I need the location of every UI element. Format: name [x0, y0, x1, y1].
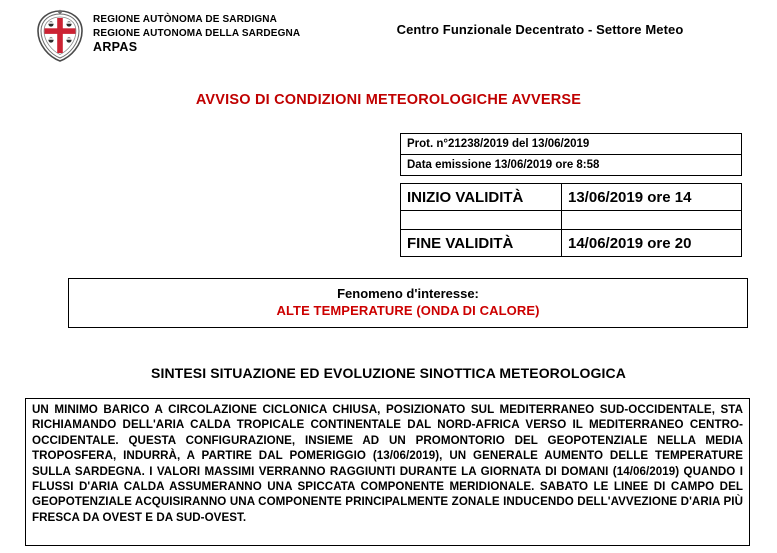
synthesis-heading: SINTESI SITUAZIONE ED EVOLUZIONE SINOTTICA METEOROLOGICA: [151, 365, 626, 381]
validity-empty-value: [562, 211, 742, 230]
org-acronym-arpas: ARPAS: [93, 40, 138, 54]
org-name-italian: REGIONE AUTONOMA DELLA SARDEGNA: [93, 27, 301, 39]
synthesis-box: [25, 398, 750, 546]
issue-date-cell: Data emissione 13/06/2019 ore 8:58: [401, 155, 742, 176]
org-name-sardinian: REGIONE AUTÒNOMA DE SARDIGNA: [93, 14, 278, 25]
table-row: [401, 184, 742, 211]
page-title: AVVISO DI CONDIZIONI METEOROLOGICHE AVVERSE: [195, 92, 582, 108]
sardinia-coat-of-arms-icon: [33, 9, 87, 63]
validity-table: [400, 183, 742, 257]
phenomenon-value: ALTE TEMPERATURE (ONDA DI CALORE): [276, 303, 540, 318]
protocol-table: [400, 133, 742, 176]
table-row: [401, 230, 742, 257]
organisation-name-block: [93, 13, 300, 55]
validity-empty-label: [401, 211, 562, 230]
table-row: [401, 155, 742, 176]
centre-title: Centro Funzionale Decentrato - Settore Meteo: [396, 22, 684, 37]
validity-start-label: INIZIO VALIDITÀ: [401, 184, 562, 211]
phenomenon-label: Fenomeno d'interesse:: [337, 286, 479, 301]
phenomenon-box: [68, 278, 748, 328]
document-header: [0, 0, 777, 72]
table-row: [401, 134, 742, 155]
validity-end-value: 14/06/2019 ore 20: [562, 230, 742, 257]
protocol-number-cell: Prot. n°21238/2019 del 13/06/2019: [401, 134, 742, 155]
validity-end-label: FINE VALIDITÀ: [401, 230, 562, 257]
table-row-empty: [401, 211, 742, 230]
validity-start-value: 13/06/2019 ore 14: [562, 184, 742, 211]
synthesis-body-text: UN MINIMO BARICO A CIRCOLAZIONE CICLONICA CHIUSA, POSIZIONATO SUL MEDITERRANEO SUD-OCCIDENTALE, STA RICHIAMANDO DELL'ARIA CALDA TROPICALE CONTINENTALE DAL NORD-AFRICA VERSO IL MEDITERRANEO CENTRO-OCCIDENTALE. QUESTA CONFIGURAZIONE, INSIEME AD UN PROMONTORIO DEL GEOPOTENZIALE NELLA MEDIA TROPOSFERA, INDURRÀ, A PARTIRE DAL POMERIGGIO (13/06/2019), UN GENERALE AUMENTO DELLE TEMPERATURE SULLA SARDEGNA. I VALORI MASSIMI VERRANNO RAGGIUNTI DURANTE LA GIORNATA DI DOMANI (14/06/2019) QUANDO I FLUSSI D'ARIA CALDA ASSUMERANNO UNA SPICCATA COMPONENTE MERIDIONALE. SABATO LE LINEE DI CAMPO DEL GEOPOTENZIALE ACQUISIRANNO UNA COMPONENTE PRINCIPALMENTE ZONALE INDUCENDO DELL'AVVEZIONE D'ARIA PIÙ FRESCA DA OVEST E DA SUD-OVEST.: [32, 403, 743, 524]
